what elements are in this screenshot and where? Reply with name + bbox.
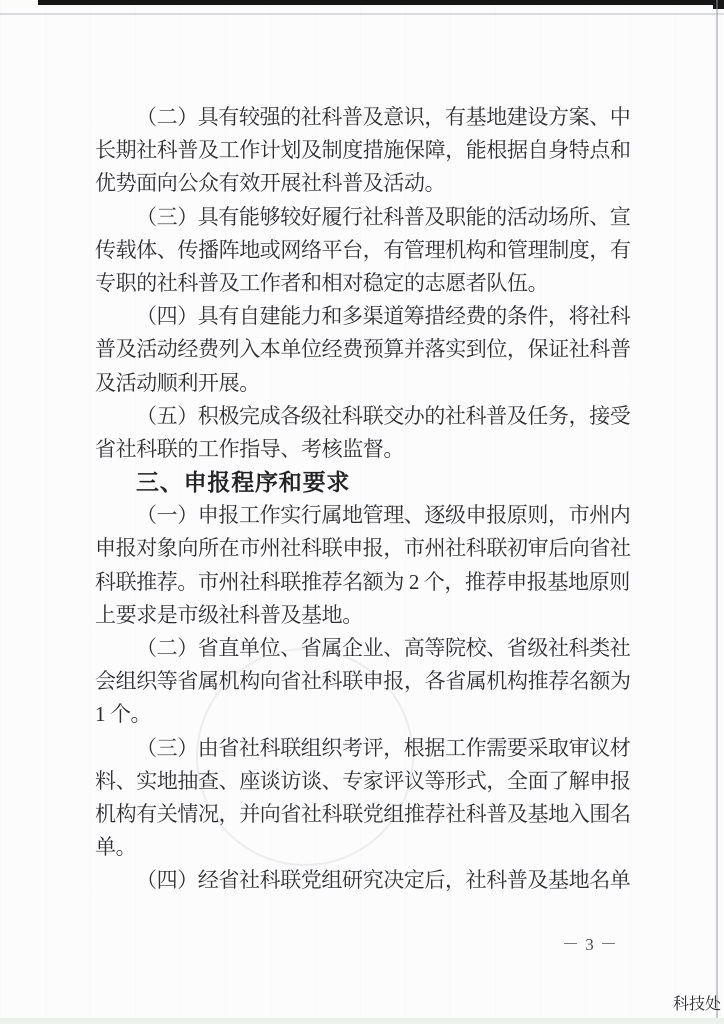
paragraph-line: 传载体、传播阵地或网络平台，有管理机构和管理制度，有	[95, 237, 631, 262]
paragraph-line: 长期社科普及工作计划及制度措施保障，能根据自身特点和	[95, 138, 631, 163]
paragraph-line: 单。	[95, 835, 137, 860]
department-stamp-label: 科技处	[672, 996, 721, 1013]
scan-fold-line	[0, 13, 724, 15]
paragraph-line: （五）积极完成各级社科联交办的社科普及任务，接受	[136, 403, 631, 428]
paragraph-line: （二）省直单位、省属企业、高等院校、省级社科类社	[136, 636, 631, 660]
paragraph-line: （一）申报工作实行属地管理、逐级申报原则，市州内	[136, 503, 631, 528]
paragraph-line: 上要求是市级社科普及基地。	[95, 602, 363, 627]
paragraph-line: 申报对象向所在市州社科联申报，市州社科联初审后向省社	[95, 536, 631, 561]
scan-edge-artifact-top	[38, 0, 724, 5]
paragraph-line: 优势面向公众有效开展社科普及活动。	[95, 171, 446, 196]
paragraph-line: 机构有关情况，并向省社科联党组推荐社科普及基地入围名	[95, 801, 631, 826]
paragraph-line: （三）具有能够较好履行社科普及职能的活动场所、宣	[136, 204, 631, 229]
paragraph-line: 及活动顺利开展。	[95, 370, 260, 395]
paragraph-line: 科联推荐。市州社科联推荐名额为 2 个，推荐申报基地原则	[95, 569, 630, 594]
section-heading: 三、申报程序和要求	[136, 469, 351, 496]
scan-edge-artifact-corner	[713, 0, 724, 9]
paragraph-line: 料、实地抽查、座谈访谈、专家评议等形式，全面了解申报	[95, 768, 631, 793]
paragraph-line: 普及活动经费列入本单位经费预算并落实到位，保证社科普	[95, 337, 631, 362]
paragraph-line: （二）具有较强的社科普及意识，有基地建设方案、中	[136, 105, 631, 129]
paragraph-line: 会组织等省属机构向省社科联申报，各省属机构推荐名额为	[95, 669, 631, 694]
scan-edge-artifact-bottom	[0, 1018, 724, 1024]
paragraph-line: （四）经省社科联党组研究决定后，社科普及基地名单	[136, 868, 631, 893]
paragraph-line: （四）具有自建能力和多渠道筹措经费的条件，将社科	[136, 304, 631, 329]
page-number: － 3 －	[562, 935, 618, 954]
paragraph-line: 1 个。	[95, 702, 152, 727]
paragraph-line: 专职的社科普及工作者和相对稳定的志愿者队伍。	[95, 270, 549, 295]
paragraph-line: （三）由省社科联组织考评，根据工作需要采取审议材	[136, 735, 631, 760]
scan-edge-artifact-right	[716, 0, 718, 1024]
paragraph-line: 省社科联的工作指导、考核监督。	[95, 436, 404, 461]
document-body	[95, 101, 635, 898]
